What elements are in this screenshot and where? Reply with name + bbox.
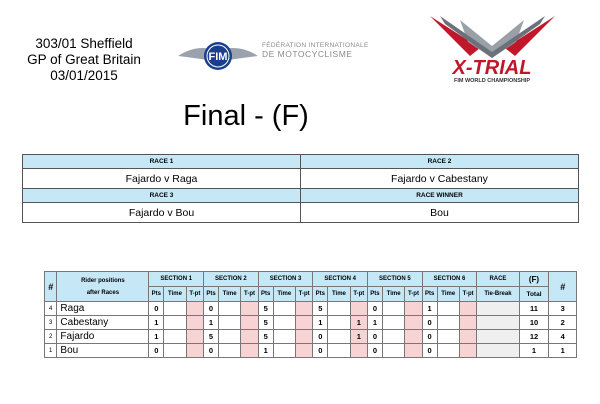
pts-header: Pts xyxy=(149,287,164,302)
tpt-header: T-pt xyxy=(295,287,312,302)
races-table xyxy=(22,154,579,223)
section-2-tpt xyxy=(241,330,258,344)
section-2-time xyxy=(218,316,240,330)
race1-value: Fajardo v Raga xyxy=(23,169,301,189)
section-1-tpt xyxy=(186,344,203,358)
section-4-pts: 0 xyxy=(313,344,328,358)
section-3-time xyxy=(273,344,295,358)
section-5-tpt xyxy=(405,302,422,316)
time-header: Time xyxy=(382,287,404,302)
section-4-tpt: 1 xyxy=(350,330,367,344)
section-1-time xyxy=(164,302,186,316)
section-1-tpt xyxy=(186,302,203,316)
rider-name: Cabestany xyxy=(57,316,149,330)
section-2-time xyxy=(218,302,240,316)
rider-positions-header xyxy=(57,272,149,302)
section-6-time xyxy=(437,302,459,316)
section-3-tpt xyxy=(295,302,312,316)
after-races-label: after Races xyxy=(86,289,120,296)
section-5-tpt xyxy=(405,316,422,330)
rider-name: Fajardo xyxy=(57,330,149,344)
total-cell: 10 xyxy=(519,316,549,330)
rank-cell: 2 xyxy=(549,316,577,330)
section-5-pts: 0 xyxy=(368,330,383,344)
race-winner-value: Bou xyxy=(301,203,579,223)
time-header: Time xyxy=(218,287,240,302)
race-header: RACE xyxy=(477,272,519,287)
fim-name-line1: FÉDÉRATION INTERNATIONALE xyxy=(262,42,369,49)
section-6-pts: 0 xyxy=(422,330,437,344)
section-3-header: SECTION 3 xyxy=(258,272,313,287)
section-4-time xyxy=(328,316,350,330)
section-2-tpt xyxy=(241,316,258,330)
section-5-pts: 0 xyxy=(368,344,383,358)
race-winner-label: RACE WINNER xyxy=(301,189,579,203)
section-3-tpt xyxy=(295,316,312,330)
tie-break-header: Tie-Break xyxy=(477,287,519,302)
section-1-pts: 0 xyxy=(149,344,164,358)
section-1-pts: 1 xyxy=(149,330,164,344)
section-4-header: SECTION 4 xyxy=(313,272,368,287)
table-row xyxy=(45,330,577,344)
event-name: 303/01 Sheffield xyxy=(35,36,133,51)
section-3-pts: 1 xyxy=(258,344,273,358)
section-3-time xyxy=(273,330,295,344)
tie-break-cell xyxy=(477,330,519,344)
section-6-pts: 0 xyxy=(422,316,437,330)
section-5-time xyxy=(382,316,404,330)
section-2-time xyxy=(218,330,240,344)
rider-name: Bou xyxy=(57,344,149,358)
table-row xyxy=(45,344,577,358)
section-3-pts: 5 xyxy=(258,302,273,316)
tpt-header: T-pt xyxy=(459,287,476,302)
section-5-pts: 0 xyxy=(368,302,383,316)
fim-name-line2: DE MOTOCYCLISME xyxy=(262,49,353,59)
section-1-tpt xyxy=(186,330,203,344)
section-3-pts: 5 xyxy=(258,316,273,330)
time-header: Time xyxy=(328,287,350,302)
row-position: 1 xyxy=(45,344,57,358)
pts-header: Pts xyxy=(204,287,219,302)
section-4-tpt: 1 xyxy=(350,316,367,330)
section-5-time xyxy=(382,344,404,358)
section-5-time xyxy=(382,302,404,316)
row-position: 3 xyxy=(45,316,57,330)
section-4-time xyxy=(328,302,350,316)
results-table xyxy=(44,271,577,358)
time-header: Time xyxy=(273,287,295,302)
section-5-time xyxy=(382,330,404,344)
section-2-pts: 0 xyxy=(204,344,219,358)
race2-value: Fajardo v Cabestany xyxy=(301,169,579,189)
fim-logo-icon xyxy=(176,38,260,74)
section-3-time xyxy=(273,316,295,330)
time-header: Time xyxy=(164,287,186,302)
section-2-time xyxy=(218,344,240,358)
section-6-tpt xyxy=(459,302,476,316)
tie-break-cell xyxy=(477,302,519,316)
section-5-tpt xyxy=(405,344,422,358)
section-6-time xyxy=(437,316,459,330)
rider-name: Raga xyxy=(57,302,149,316)
f-header: (F) xyxy=(519,272,549,287)
section-3-time xyxy=(273,302,295,316)
section-6-tpt xyxy=(459,344,476,358)
section-1-pts: 0 xyxy=(149,302,164,316)
section-1-header: SECTION 1 xyxy=(149,272,204,287)
section-6-header: SECTION 6 xyxy=(422,272,477,287)
section-4-pts: 5 xyxy=(313,302,328,316)
section-6-pts: 1 xyxy=(422,302,437,316)
section-5-tpt xyxy=(405,330,422,344)
section-1-time xyxy=(164,316,186,330)
race3-value: Fajardo v Bou xyxy=(23,203,301,223)
rank-cell: 3 xyxy=(549,302,577,316)
section-3-tpt xyxy=(295,330,312,344)
pts-header: Pts xyxy=(258,287,273,302)
section-2-pts: 5 xyxy=(204,330,219,344)
time-header: Time xyxy=(437,287,459,302)
event-gp: GP of Great Britain xyxy=(27,52,141,67)
table-row xyxy=(45,302,577,316)
section-5-pts: 1 xyxy=(368,316,383,330)
event-info xyxy=(14,36,154,84)
tpt-header: T-pt xyxy=(405,287,422,302)
pts-header: Pts xyxy=(422,287,437,302)
section-4-tpt xyxy=(350,302,367,316)
pts-header: Pts xyxy=(313,287,328,302)
section-6-time xyxy=(437,330,459,344)
section-3-pts: 5 xyxy=(258,330,273,344)
section-6-pts: 0 xyxy=(422,344,437,358)
section-2-tpt xyxy=(241,344,258,358)
section-5-header: SECTION 5 xyxy=(368,272,423,287)
total-cell: 12 xyxy=(519,330,549,344)
race3-label: RACE 3 xyxy=(23,189,301,203)
fim-logo-text: FIM xyxy=(208,51,228,63)
fim-name xyxy=(262,42,369,58)
tie-break-cell xyxy=(477,344,519,358)
total-header: Total xyxy=(519,287,549,302)
event-date: 03/01/2015 xyxy=(50,68,118,83)
section-6-tpt xyxy=(459,316,476,330)
hash-header: # xyxy=(45,272,57,302)
tpt-header: T-pt xyxy=(186,287,203,302)
page-title: Final - (F) xyxy=(183,100,309,132)
section-4-time xyxy=(328,344,350,358)
total-cell: 1 xyxy=(519,344,549,358)
section-1-tpt xyxy=(186,316,203,330)
table-row xyxy=(45,316,577,330)
row-position: 2 xyxy=(45,330,57,344)
section-4-time xyxy=(328,330,350,344)
rank-cell: 1 xyxy=(549,344,577,358)
section-2-pts: 1 xyxy=(204,316,219,330)
section-4-pts: 1 xyxy=(313,316,328,330)
tpt-header: T-pt xyxy=(241,287,258,302)
section-6-time xyxy=(437,344,459,358)
rank-header: # xyxy=(549,272,577,302)
race1-label: RACE 1 xyxy=(23,155,301,169)
rank-cell: 4 xyxy=(549,330,577,344)
section-2-tpt xyxy=(241,302,258,316)
section-6-tpt xyxy=(459,330,476,344)
race2-label: RACE 2 xyxy=(301,155,579,169)
section-2-pts: 0 xyxy=(204,302,219,316)
total-cell: 11 xyxy=(519,302,549,316)
tie-break-cell xyxy=(477,316,519,330)
pts-header: Pts xyxy=(368,287,383,302)
section-1-time xyxy=(164,344,186,358)
section-2-header: SECTION 2 xyxy=(204,272,259,287)
section-1-time xyxy=(164,330,186,344)
section-4-pts: 0 xyxy=(313,330,328,344)
section-4-tpt xyxy=(350,344,367,358)
xtrial-logo-subtitle: FIM WORLD CHAMPIONSHIP xyxy=(453,78,531,84)
row-position: 4 xyxy=(45,302,57,316)
section-1-pts: 1 xyxy=(149,316,164,330)
section-3-tpt xyxy=(295,344,312,358)
rider-positions-label: Rider positions xyxy=(81,277,125,284)
tpt-header: T-pt xyxy=(350,287,367,302)
xtrial-logo-icon xyxy=(420,12,565,84)
xtrial-logo-text: X-TRIAL xyxy=(452,57,532,79)
